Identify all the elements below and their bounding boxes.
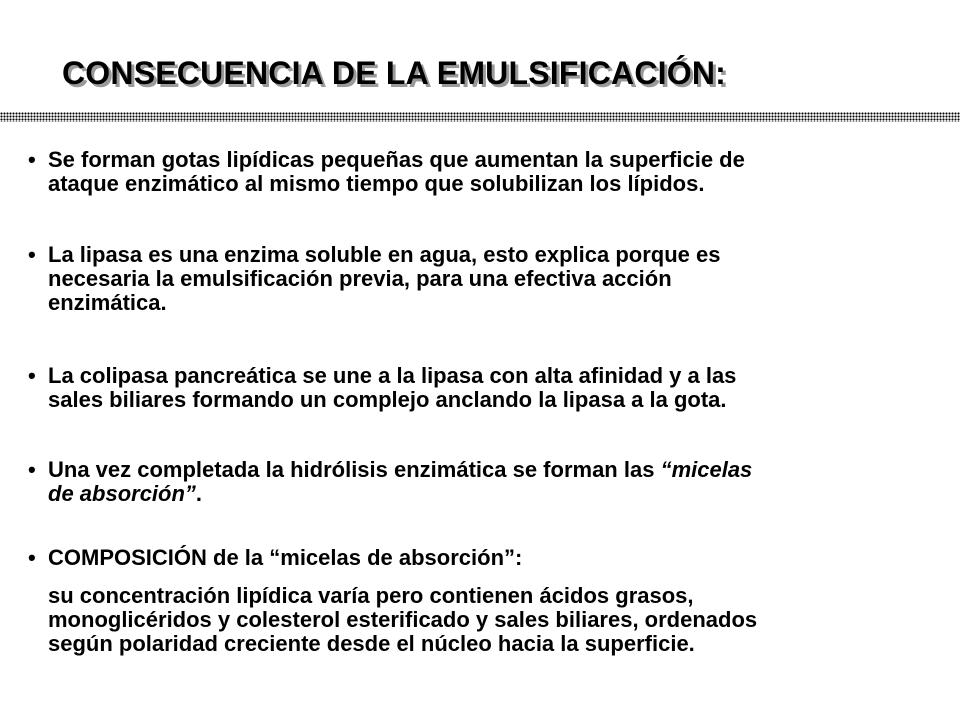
bullet-text-main: Una vez completada la hidrólisis enzimática se forman las bbox=[48, 457, 661, 482]
micelas-term: “micelas de absorción” bbox=[48, 457, 753, 506]
bullet-text: COMPOSICIÓN de la “micelas de absorción”: bbox=[48, 545, 523, 570]
composition-detail-text: su concentración lipídica varía pero contienen ácidos grasos, monoglicéridos y colesterol esterificado y sales biliares, ordenados según polaridad creciente desde el núcleo hacia la superficie. bbox=[48, 583, 758, 656]
bullet-text-end: . bbox=[195, 481, 203, 506]
bullet-marker: • bbox=[28, 457, 36, 482]
bullet-text: La colipasa pancreática se une a la lipasa con alta afinidad y a las sales biliares formando un complejo anclando la lipasa a la gota. bbox=[48, 363, 737, 412]
bullet-marker: • bbox=[28, 363, 36, 388]
slide-title: CONSECUENCIA DE LA EMULSIFICACIÓN: bbox=[62, 55, 726, 91]
bullet-marker: • bbox=[28, 242, 36, 267]
bullet-marker: • bbox=[28, 545, 36, 570]
bullet-text bbox=[48, 458, 948, 506]
bullet-text: Se forman gotas lipídicas pequeñas que aumentan la superficie de ataque enzimático al mismo tiempo que solubilizan los lípidos. bbox=[48, 147, 745, 196]
bullet-marker: • bbox=[28, 147, 36, 172]
bullet-text: La lipasa es una enzima soluble en agua, esto explica porque es necesaria la emulsificación previa, para una efectiva acción enzimática. bbox=[48, 242, 721, 315]
title-divider bbox=[0, 112, 960, 122]
